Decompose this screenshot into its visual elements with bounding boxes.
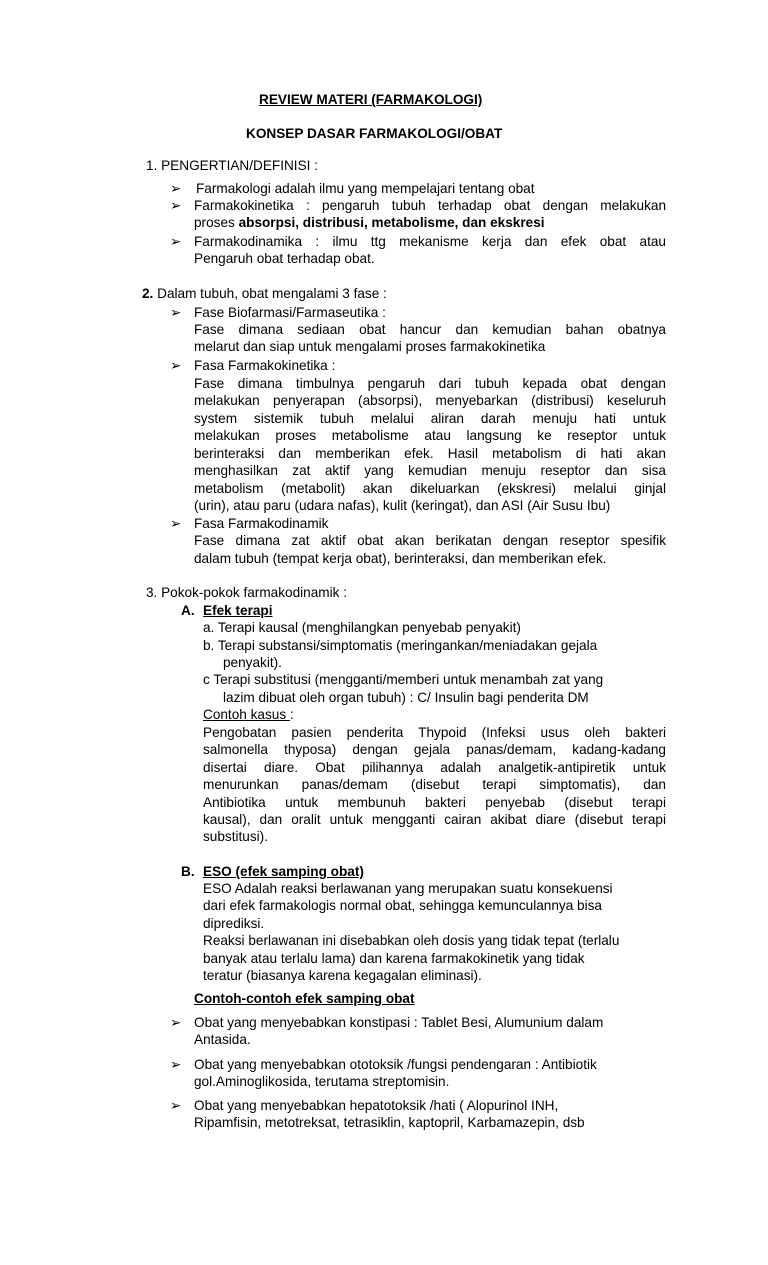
bullet-icon: ➢ (170, 198, 182, 213)
section-1-heading: 1. PENGERTIAN/DEFINISI : (146, 158, 318, 173)
s3-contoh-3-line-2: Ripamfisin, metotreksat, tetrasiklin, kaptopril, Karbamazepin, dsb (194, 1115, 585, 1130)
s3-a-item-3-line-1: c Terapi substitusi (mengganti/memberi untuk menambah zat yang (203, 672, 604, 687)
s2-phase-2-title: Fasa Farmakokinetika : (194, 358, 336, 373)
s3-kasus-line-3: disertai diare. Obat pilihannya adalah analgetik-antipiretik untuk (203, 760, 666, 775)
s2-phase-2-line-1: Fase dimana timbulnya pengaruh dari tubuh kepada obat dengan (194, 376, 666, 391)
bullet-icon: ➢ (170, 1015, 182, 1030)
bullet-icon: ➢ (170, 181, 182, 196)
s3-kasus-line-6: kausal), dan oralit untuk mengganti cairan akibat diare (disebut terapi (203, 812, 666, 827)
s3-b-title: ESO (efek samping obat) (203, 864, 364, 879)
s2-phase-3-title: Fasa Farmakodinamik (194, 516, 329, 531)
s1-bullet-2-text: proses (194, 215, 239, 230)
page-title: REVIEW MATERI (FARMAKOLOGI) (259, 92, 483, 107)
s3-a-item-2-line-1: b. Terapi substansi/simptomatis (meringankan/meniadakan gejala (203, 638, 598, 653)
section-2-heading-text: Dalam tubuh, obat mengalami 3 fase : (153, 286, 387, 301)
section-2-number: 2. (142, 286, 154, 301)
s1-bullet-2-line-1: Farmakokinetika : pengaruh tubuh terhadap obat dengan melakukan (194, 198, 666, 213)
s3-b-line-2: dari efek farmakologis normal obat, sehingga kemunculannya bisa (203, 898, 602, 913)
bullet-icon: ➢ (170, 305, 182, 320)
s2-phase-2-line-2: melakukan penyerapan (absorpsi), menyebarkan (distribusi) keseluruh (194, 393, 666, 408)
s2-phase-3-line-1: Fase dimana zat aktif obat akan berikatan dengan reseptor spesifik (194, 533, 666, 548)
section-2-heading (142, 285, 387, 303)
s3-b-line-3: diprediksi. (203, 916, 265, 931)
s3-kasus-title: Contoh kasus (203, 707, 290, 722)
bullet-icon: ➢ (170, 358, 182, 373)
bullet-icon: ➢ (170, 234, 182, 249)
s2-phase-2-line-5: berinteraksi dan memberikan efek. Hasil metabolism di hati akan (194, 446, 666, 461)
s2-phase-2-line-8: (urin), atau paru (udara nafas), kulit (keringat), dan ASI (Air Susu Ibu) (194, 498, 611, 513)
s2-phase-2-line-4: melakukan proses metabolisme atau langsung ke reseptor untuk (194, 428, 666, 443)
s1-bullet-2-line-2 (194, 214, 545, 232)
s2-phase-1-title: Fase Biofarmasi/Farmaseutika : (194, 305, 386, 320)
s3-kasus-colon: : (289, 707, 294, 722)
s2-phase-2-line-3: system sistemik tubuh melalui aliran darah menuju hati untuk (194, 411, 666, 426)
s3-contoh-1-line-2: Antasida. (194, 1032, 251, 1047)
s2-phase-1-line-1: Fase dimana sediaan obat hancur dan kemudian bahan obatnya (194, 322, 666, 337)
s3-kasus-line-4: menurunkan panas/demam (disebut terapi simptomatis), dan (203, 777, 666, 792)
s2-phase-1-line-2: melarut dan siap untuk mengalami proses farmakokinetika (194, 339, 546, 354)
s2-phase-3-line-2: dalam tubuh (tempat kerja obat), berinteraksi, dan memberikan efek. (194, 551, 607, 566)
section-3-heading: 3. Pokok-pokok farmakodinamik : (146, 585, 347, 600)
s2-phase-2-line-7: metabolism (metabolit) akan dikeluarkan (ekskresi) melalui ginjal (194, 481, 666, 496)
s3-contoh-2-line-2: gol.Aminoglikosida, terutama streptomisin. (194, 1074, 450, 1089)
s3-kasus-line-2: salmonella thyposa) dengan gejala panas/demam, kadang-kadang (203, 742, 666, 757)
s3-kasus-heading (203, 706, 294, 724)
s3-a-item-3-line-2: lazim dibuat oleh organ tubuh) : C/ Insulin bagi penderita DM (223, 690, 589, 705)
s1-bullet-2-bold: absorpsi, distribusi, metabolisme, dan ekskresi (238, 215, 545, 230)
s3-b-line-1: ESO Adalah reaksi berlawanan yang merupakan suatu konsekuensi (203, 881, 613, 896)
bullet-icon: ➢ (170, 1057, 182, 1072)
s3-a-title: Efek terapi (203, 603, 273, 618)
s3-a-item-2-line-2: penyakit). (223, 655, 282, 670)
bullet-icon: ➢ (170, 516, 182, 531)
s3-kasus-line-7: substitusi). (203, 829, 268, 844)
s2-phase-2-line-6: menghasilkan zat aktif yang kemudian menuju reseptor dan sisa (194, 463, 666, 478)
s3-b-line-4: Reaksi berlawanan ini disebabkan oleh dosis yang tidak tepat (terlalu (203, 933, 620, 948)
s3-kasus-line-5: Antibiotika untuk membunuh bakteri penyebab (disebut terapi (203, 795, 666, 810)
s3-b-line-6: teratur (biasanya karena kegagalan eliminasi). (203, 968, 482, 983)
s3-contoh-1-line-1: Obat yang menyebabkan konstipasi : Tablet Besi, Alumunium dalam (194, 1015, 604, 1030)
page-subtitle: KONSEP DASAR FARMAKOLOGI/OBAT (246, 126, 503, 141)
s3-kasus-line-1: Pengobatan pasien penderita Thypoid (Infeksi usus oleh bakteri (203, 725, 666, 740)
s3-b-line-5: banyak atau terlalu lama) dan karena farmakokinetik yang tidak (203, 951, 585, 966)
s3-b-label: B. (181, 864, 195, 879)
s3-a-item-1: a. Terapi kausal (menghilangkan penyebab penyakit) (203, 620, 521, 635)
s3-a-label: A. (181, 603, 195, 618)
s3-contoh-2-line-1: Obat yang menyebabkan ototoksik /fungsi pendengaran : Antibiotik (194, 1057, 597, 1072)
s3-contoh-title: Contoh-contoh efek samping obat (194, 991, 415, 1006)
s1-bullet-3-line-1: Farmakodinamika : ilmu ttg mekanisme kerja dan efek obat atau (194, 234, 666, 249)
s3-contoh-3-line-1: Obat yang menyebabkan hepatotoksik /hati ( Alopurinol INH, (194, 1098, 559, 1113)
s1-bullet-1: Farmakologi adalah ilmu yang mempelajari tentang obat (196, 181, 535, 196)
s1-bullet-3-line-2: Pengaruh obat terhadap obat. (194, 251, 375, 266)
bullet-icon: ➢ (170, 1098, 182, 1113)
